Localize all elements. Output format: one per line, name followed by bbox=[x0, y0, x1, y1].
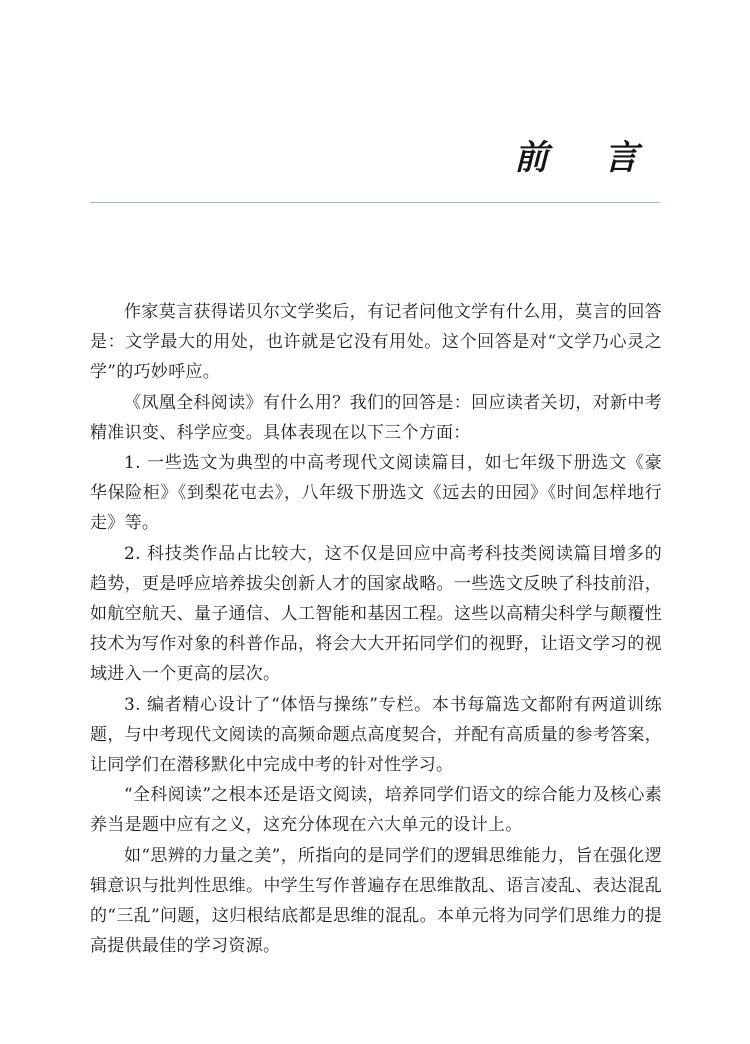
title-divider bbox=[90, 202, 660, 203]
preface-body bbox=[90, 297, 662, 961]
preface-heading bbox=[0, 0, 750, 210]
paragraph-thinking-unit: 如“思辨的力量之美”，所指向的是同学们的逻辑思维能力，旨在强化逻辑意识与批判性思维。中学生写作普遍存在思维散乱、语言凌乱、表达混乱的“三乱”问题，这归根结底都是思维的混乱。本单元将为同学们思维力的提高提供最佳的学习资源。 bbox=[90, 845, 662, 957]
paragraph-point-3: 3. 编者精心设计了“体悟与操练”专栏。本书每篇选文都附有两道训练题，与中考现代文阅读的高频命题点高度契合，并配有高质量的参考答案，让同学们在潜移默化中完成中考的针对性学习。 bbox=[90, 694, 662, 776]
paragraph-point-1: 1. 一些选文为典型的中高考现代文阅读篇目，如七年级下册选文《豪华保险柜》《到梨花屯去》，八年级下册选文《远去的田园》《时间怎样地行走》等。 bbox=[90, 453, 662, 534]
paragraph-point-2: 2. 科技类作品占比较大，这不仅是回应中高考科技类阅读篇目增多的趋势，更是呼应培养拔尖创新人才的国家战略。一些选文反映了科技前沿，如航空航天、量子通信、人工智能和基因工程。这些以高精尖科学与颠覆性技术为写作对象的科普作品，将会大大开拓同学们的视野，让语文学习的视域进入一个更高的层次。 bbox=[90, 543, 662, 685]
paragraph-mo-yan: 作家莫言获得诺贝尔文学奖后，有记者问他文学有什么用，莫言的回答是：文学最大的用处，也许就是它没有用处。这个回答是对“文学乃心灵之学”的巧妙呼应。 bbox=[90, 302, 662, 383]
paragraph-full-reading: “全科阅读”之根本还是语文阅读，培养同学们语文的综合能力及核心素养当是题中应有之义，这充分体现在六大单元的设计上。 bbox=[90, 785, 662, 836]
page-title: 前 言 bbox=[514, 138, 660, 178]
paragraph-purpose: 《凤凰全科阅读》有什么用？我们的回答是：回应读者关切，对新中考精准识变、科学应变。具体表现在以下三个方面： bbox=[90, 392, 662, 443]
